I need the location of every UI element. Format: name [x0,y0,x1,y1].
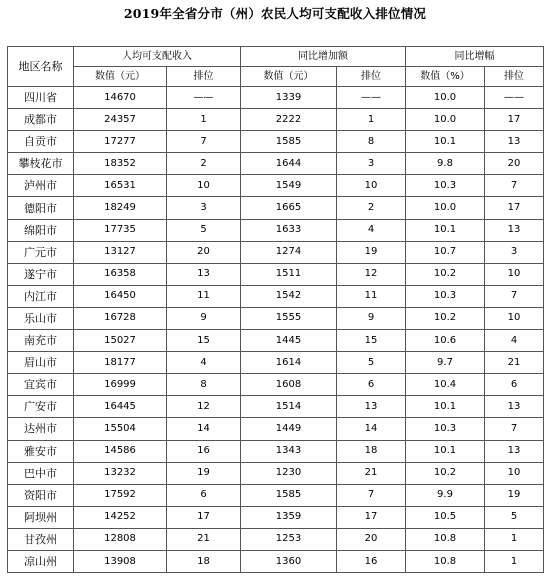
cell-increase-rank: 19 [337,241,406,263]
cell-region: 南充市 [8,330,74,352]
header-income-rank: 排位 [167,67,241,87]
cell-region: 甘孜州 [8,528,74,550]
cell-increase-value: 1360 [241,550,337,572]
income-ranking-table [7,46,544,573]
cell-region: 遂宁市 [8,263,74,285]
cell-increase-rank: 20 [337,528,406,550]
cell-income-value: 16445 [74,396,167,418]
cell-growth-value: 9.8 [406,153,485,175]
cell-growth-value: 10.4 [406,374,485,396]
cell-region: 内江市 [8,285,74,307]
cell-increase-rank: 15 [337,330,406,352]
cell-growth-rank: 10 [485,462,544,484]
cell-income-rank: 16 [167,440,241,462]
table-row [8,550,544,572]
cell-region: 乐山市 [8,307,74,329]
cell-income-rank: 21 [167,528,241,550]
table-row [8,506,544,528]
cell-increase-value: 1343 [241,440,337,462]
cell-increase-value: 1445 [241,330,337,352]
cell-growth-value: 9.9 [406,484,485,506]
cell-income-rank: 17 [167,506,241,528]
cell-growth-rank: 17 [485,109,544,131]
header-region: 地区名称 [8,47,74,87]
table-row [8,175,544,197]
cell-growth-rank: 7 [485,175,544,197]
table-row [8,197,544,219]
cell-income-value: 18177 [74,352,167,374]
cell-increase-value: 1549 [241,175,337,197]
cell-income-rank: 9 [167,307,241,329]
cell-increase-rank: 2 [337,197,406,219]
cell-region: 泸州市 [8,175,74,197]
cell-growth-value: 10.7 [406,241,485,263]
table-row [8,87,544,109]
cell-income-rank: 15 [167,330,241,352]
cell-growth-rank: 5 [485,506,544,528]
cell-increase-value: 1585 [241,131,337,153]
cell-income-value: 13127 [74,241,167,263]
cell-region: 四川省 [8,87,74,109]
cell-region: 阿坝州 [8,506,74,528]
cell-growth-rank: 4 [485,330,544,352]
table-row [8,374,544,396]
cell-growth-value: 10.1 [406,440,485,462]
table-row [8,109,544,131]
cell-growth-rank: 10 [485,307,544,329]
cell-income-value: 14252 [74,506,167,528]
cell-increase-value: 1665 [241,197,337,219]
cell-income-value: 17277 [74,131,167,153]
cell-increase-value: 1608 [241,374,337,396]
cell-income-value: 14670 [74,87,167,109]
cell-income-value: 16728 [74,307,167,329]
cell-increase-rank: 16 [337,550,406,572]
cell-region: 巴中市 [8,462,74,484]
cell-increase-rank: 10 [337,175,406,197]
cell-income-value: 15027 [74,330,167,352]
cell-region: 广安市 [8,396,74,418]
table-row [8,263,544,285]
cell-increase-value: 1339 [241,87,337,109]
cell-region: 绵阳市 [8,219,74,241]
cell-income-value: 14586 [74,440,167,462]
cell-income-rank: 20 [167,241,241,263]
cell-growth-rank: 13 [485,219,544,241]
cell-increase-rank: 11 [337,285,406,307]
cell-growth-value: 10.1 [406,131,485,153]
cell-income-value: 24357 [74,109,167,131]
cell-increase-value: 1511 [241,263,337,285]
cell-region: 眉山市 [8,352,74,374]
cell-region: 攀枝花市 [8,153,74,175]
cell-growth-value: 10.3 [406,285,485,307]
cell-income-value: 13232 [74,462,167,484]
table-row [8,131,544,153]
cell-growth-rank: 13 [485,131,544,153]
cell-increase-rank: 21 [337,462,406,484]
cell-growth-value: 10.2 [406,263,485,285]
header-group-income: 人均可支配收入 [74,47,241,67]
cell-income-value: 17592 [74,484,167,506]
cell-increase-rank: 14 [337,418,406,440]
cell-growth-value: 10.8 [406,550,485,572]
cell-growth-value: 10.1 [406,219,485,241]
cell-income-rank: 5 [167,219,241,241]
cell-region: 宜宾市 [8,374,74,396]
cell-growth-value: 10.1 [406,396,485,418]
cell-income-value: 17735 [74,219,167,241]
cell-income-rank: 8 [167,374,241,396]
cell-increase-value: 1614 [241,352,337,374]
cell-growth-rank: 20 [485,153,544,175]
table-row [8,440,544,462]
table-row [8,462,544,484]
header-group-increase: 同比增加额 [241,47,406,67]
table-row [8,330,544,352]
cell-region: 广元市 [8,241,74,263]
cell-income-rank: 6 [167,484,241,506]
table-row [8,418,544,440]
header-income-value: 数值（元） [74,67,167,87]
cell-growth-rank: 1 [485,528,544,550]
cell-income-rank: —— [167,87,241,109]
header-group-growth: 同比增幅 [406,47,544,67]
cell-increase-value: 1253 [241,528,337,550]
cell-region: 雅安市 [8,440,74,462]
cell-increase-rank: 3 [337,153,406,175]
cell-increase-value: 1555 [241,307,337,329]
cell-increase-rank: 18 [337,440,406,462]
cell-growth-rank: 7 [485,418,544,440]
cell-income-rank: 3 [167,197,241,219]
cell-increase-rank: —— [337,87,406,109]
cell-growth-value: 10.0 [406,87,485,109]
cell-income-rank: 10 [167,175,241,197]
cell-increase-value: 1514 [241,396,337,418]
table-row [8,484,544,506]
cell-growth-value: 10.2 [406,462,485,484]
cell-growth-value: 10.8 [406,528,485,550]
table-row [8,153,544,175]
page-title: 2019年全省分市（州）农民人均可支配收入排位情况 [123,6,427,21]
cell-income-value: 16450 [74,285,167,307]
cell-income-rank: 12 [167,396,241,418]
cell-income-rank: 7 [167,131,241,153]
cell-income-rank: 1 [167,109,241,131]
cell-growth-rank: 10 [485,263,544,285]
cell-increase-rank: 4 [337,219,406,241]
cell-income-rank: 19 [167,462,241,484]
cell-growth-value: 10.3 [406,175,485,197]
cell-income-rank: 13 [167,263,241,285]
cell-income-value: 15504 [74,418,167,440]
cell-income-rank: 4 [167,352,241,374]
cell-income-value: 16358 [74,263,167,285]
table-row [8,528,544,550]
cell-income-value: 13908 [74,550,167,572]
cell-growth-rank: 6 [485,374,544,396]
cell-increase-rank: 8 [337,131,406,153]
table-row [8,241,544,263]
table-row [8,219,544,241]
cell-growth-value: 10.6 [406,330,485,352]
header-growth-rank: 排位 [485,67,544,87]
header-increase-rank: 排位 [337,67,406,87]
cell-income-value: 18352 [74,153,167,175]
cell-growth-value: 10.2 [406,307,485,329]
cell-growth-value: 10.0 [406,109,485,131]
cell-increase-rank: 6 [337,374,406,396]
cell-increase-value: 1449 [241,418,337,440]
cell-region: 资阳市 [8,484,74,506]
cell-growth-value: 9.7 [406,352,485,374]
cell-income-value: 18249 [74,197,167,219]
cell-income-rank: 14 [167,418,241,440]
cell-growth-value: 10.5 [406,506,485,528]
cell-growth-rank: 7 [485,285,544,307]
cell-increase-value: 1585 [241,484,337,506]
cell-increase-value: 1633 [241,219,337,241]
table-row [8,352,544,374]
cell-increase-rank: 9 [337,307,406,329]
cell-increase-rank: 1 [337,109,406,131]
cell-income-value: 16999 [74,374,167,396]
cell-increase-value: 1359 [241,506,337,528]
cell-growth-value: 10.3 [406,418,485,440]
cell-income-rank: 11 [167,285,241,307]
cell-growth-rank: 13 [485,440,544,462]
cell-region: 德阳市 [8,197,74,219]
cell-increase-rank: 12 [337,263,406,285]
cell-increase-value: 1542 [241,285,337,307]
table-row [8,285,544,307]
cell-increase-value: 1230 [241,462,337,484]
cell-increase-value: 1274 [241,241,337,263]
cell-growth-rank: 21 [485,352,544,374]
cell-growth-rank: 3 [485,241,544,263]
cell-growth-rank: 1 [485,550,544,572]
cell-increase-value: 1644 [241,153,337,175]
cell-region: 成都市 [8,109,74,131]
header-increase-value: 数值（元） [241,67,337,87]
cell-growth-rank: 17 [485,197,544,219]
cell-increase-rank: 17 [337,506,406,528]
cell-increase-value: 2222 [241,109,337,131]
cell-growth-value: 10.0 [406,197,485,219]
cell-growth-rank: 13 [485,396,544,418]
cell-region: 达州市 [8,418,74,440]
cell-region: 凉山州 [8,550,74,572]
cell-income-rank: 2 [167,153,241,175]
table-row [8,307,544,329]
cell-income-rank: 18 [167,550,241,572]
cell-increase-rank: 7 [337,484,406,506]
table-body [8,87,544,573]
cell-increase-rank: 13 [337,396,406,418]
header-growth-value: 数值（%） [406,67,485,87]
table-row [8,396,544,418]
cell-growth-rank: 19 [485,484,544,506]
cell-region: 自贡市 [8,131,74,153]
cell-income-value: 12808 [74,528,167,550]
cell-increase-rank: 5 [337,352,406,374]
cell-growth-rank: —— [485,87,544,109]
cell-income-value: 16531 [74,175,167,197]
